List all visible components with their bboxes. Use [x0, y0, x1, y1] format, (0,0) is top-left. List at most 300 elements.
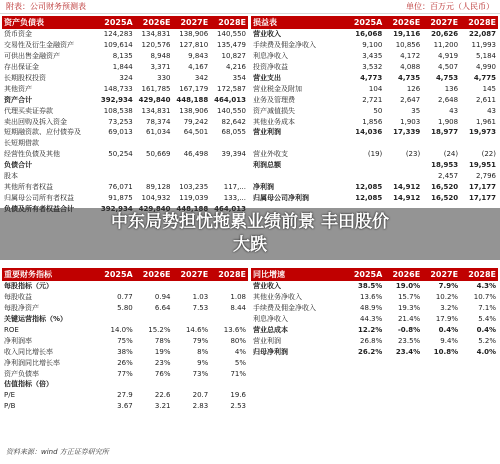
row-label: 利息净收入 [253, 315, 288, 324]
row-value: 50,254 [108, 150, 133, 159]
headline-line-2: 大跌 [233, 235, 267, 255]
row-value: 35 [411, 106, 421, 115]
table-row [251, 116, 498, 127]
row-value: 64,501 [183, 128, 209, 137]
row-value: 77% [117, 369, 133, 378]
row-value [97, 379, 135, 390]
row-value: 392,934 [100, 95, 133, 104]
row-label: 货币资金 [4, 30, 32, 39]
table-row [251, 62, 498, 73]
row-value [97, 281, 135, 292]
row-value: 8.44 [230, 304, 246, 313]
table-row [2, 51, 248, 62]
row-value: 71% [230, 369, 246, 378]
page-header [0, 0, 500, 14]
row-label: 每股指标（元） [4, 282, 53, 291]
row-value [210, 281, 248, 292]
row-value [172, 314, 210, 325]
row-label: 营业总成本 [253, 326, 288, 334]
row-value: 73,253 [108, 117, 133, 126]
row-value: 2,796 [475, 172, 496, 181]
row-value: 17.9% [435, 315, 459, 324]
row-value: 19.6 [230, 391, 246, 400]
header-left: 附表：公司财务预测表 [6, 2, 86, 11]
row-value: 15.2% [148, 326, 171, 334]
row-label: 营业收入 [253, 282, 281, 291]
row-value: 10,856 [395, 41, 421, 50]
balance-sheet-section [2, 16, 248, 214]
row-value: 342 [194, 74, 209, 82]
row-value: 133,... [223, 193, 246, 202]
row-value: 7.9% [438, 282, 459, 291]
row-value: 4,773 [360, 74, 383, 82]
row-value: 46,498 [183, 150, 209, 159]
row-label: 长短期借款 [4, 139, 39, 148]
row-value: 4.3% [476, 282, 496, 291]
row-value: 10.7% [473, 293, 496, 302]
row-label: 估值指标（倍） [4, 380, 53, 389]
row-value [210, 171, 248, 182]
row-value: 5.2% [478, 336, 496, 345]
table-row [2, 192, 248, 203]
row-value: 5.4% [478, 315, 496, 324]
row-value: 23% [154, 358, 171, 367]
row-value: 3,371 [150, 63, 171, 72]
bs-year-header: 2025A [97, 16, 135, 29]
row-label: 营业利润 [253, 336, 281, 345]
row-value: 1.08 [230, 293, 246, 302]
table-row [2, 379, 248, 390]
table-row [251, 303, 498, 314]
row-label: 利润总额 [253, 161, 281, 170]
row-value: 26.2% [357, 347, 383, 356]
table-row [2, 73, 248, 84]
table-row [251, 29, 498, 40]
growth-year-header: 2027E [422, 268, 460, 281]
row-value: 3.2% [440, 304, 459, 313]
row-value: 4,167 [188, 63, 209, 72]
row-value: 9,843 [188, 52, 209, 61]
row-label: P/E [4, 391, 16, 400]
row-label: 每股净资产 [4, 304, 39, 313]
is-year-header: 2027E [422, 16, 460, 29]
table-row [251, 281, 498, 292]
row-label: 归属母公司所有者权益 [4, 193, 74, 202]
row-value: 19,951 [468, 161, 496, 170]
row-value: 4,216 [225, 63, 246, 72]
row-label: 投资净收益 [253, 63, 288, 72]
table-row [2, 292, 248, 303]
row-value: 2,647 [400, 95, 421, 104]
row-label: 归属母公司净利润 [253, 193, 309, 202]
row-label: 存出保证金 [4, 63, 39, 72]
bs-year-header: 2026E [135, 16, 173, 29]
table-row [2, 116, 248, 127]
table-row [2, 357, 248, 368]
row-value: 18,953 [431, 161, 459, 170]
row-value [135, 281, 173, 292]
row-value: 2,721 [362, 95, 383, 104]
row-value: (24) [443, 150, 459, 159]
row-value: 1,856 [362, 117, 383, 126]
table-row [2, 29, 248, 40]
row-label: 资产负债率 [4, 369, 39, 378]
row-label: 交易性及衍生金融资产 [4, 41, 74, 50]
row-value: 4,990 [475, 63, 496, 72]
row-value [346, 171, 384, 182]
table-row [251, 149, 498, 160]
row-value: 4,735 [398, 74, 421, 82]
row-value: 11,200 [433, 41, 459, 50]
row-value [384, 171, 422, 182]
row-value: 61,034 [145, 128, 171, 137]
row-value [135, 138, 173, 149]
table-row [2, 62, 248, 73]
growth-year-header: 2028E [460, 268, 498, 281]
table-row [2, 94, 248, 105]
row-value: 26.8% [360, 336, 383, 345]
row-value: 8,948 [150, 52, 171, 61]
row-value: 2,648 [438, 95, 459, 104]
row-value: 76,071 [108, 182, 133, 191]
table-row [251, 181, 498, 192]
row-value: 148,733 [103, 84, 133, 93]
row-value: 50 [373, 106, 383, 115]
row-value: 89,128 [145, 182, 171, 191]
row-value: 6.64 [154, 304, 171, 313]
row-value: 14,912 [393, 182, 421, 191]
headline-text [0, 211, 500, 257]
row-value: 4,172 [400, 52, 421, 61]
row-value [172, 171, 210, 182]
bs-year-header: 2028E [210, 16, 248, 29]
row-value: 1,903 [400, 117, 421, 126]
row-value: 124,283 [103, 30, 133, 39]
table-row [251, 40, 498, 51]
row-value: 38% [117, 347, 133, 356]
row-label: ROE [4, 326, 19, 334]
table-row [251, 138, 498, 149]
row-label: 每股收益 [4, 293, 32, 302]
row-value: 0.4% [476, 326, 496, 334]
row-value [97, 314, 135, 325]
row-value: 138,906 [179, 30, 209, 39]
row-value: 27.9 [117, 391, 133, 400]
row-label: 净利润同比增长率 [4, 358, 60, 367]
table-row [2, 303, 248, 314]
row-label: 负债合计 [4, 161, 32, 170]
row-value: 79% [192, 336, 209, 345]
row-label: 营业外收支 [253, 150, 288, 159]
source-note: 资料来源：wind 方正证券研究所 [6, 448, 109, 456]
row-value [422, 138, 460, 149]
row-value: 23.4% [395, 347, 421, 356]
row-label: 其他所有者权益 [4, 182, 53, 191]
row-value: 354 [232, 74, 246, 82]
row-value: 3.67 [117, 402, 133, 411]
row-value: 79,242 [183, 117, 209, 126]
row-value: 140,550 [217, 106, 246, 115]
row-value: 12.2% [357, 326, 383, 334]
row-value: 44.3% [360, 315, 383, 324]
row-value: 117,... [223, 182, 246, 191]
row-label: 净利润 [253, 182, 274, 191]
ratios-year-header: 2027E [172, 268, 210, 281]
row-label: 卖出回购及拆入资金 [4, 117, 67, 126]
row-value [172, 160, 210, 171]
row-value: 10,827 [221, 52, 246, 61]
row-value: 19.3% [397, 304, 421, 313]
row-value [210, 160, 248, 171]
row-label: 股本 [4, 172, 18, 181]
row-value: 8% [197, 347, 209, 356]
row-value [135, 379, 173, 390]
row-value [172, 281, 210, 292]
table-row [2, 138, 248, 149]
row-value: 464,013 [214, 95, 246, 104]
row-label: 业务及管理费 [253, 95, 295, 104]
row-label: 归母净利润 [253, 347, 288, 356]
table-row [251, 160, 498, 171]
row-value: 13.6% [360, 293, 383, 302]
row-value [210, 314, 248, 325]
row-label: P/B [4, 402, 16, 411]
row-value: 120,576 [141, 41, 171, 50]
row-value: (23) [405, 150, 421, 159]
row-label: 净利润率 [4, 336, 32, 345]
ratios-year-header: 2026E [135, 268, 173, 281]
row-value: 43 [449, 106, 459, 115]
bs-year-header: 2027E [172, 16, 210, 29]
row-value: 19,116 [393, 30, 421, 39]
row-value: 104 [368, 84, 383, 93]
row-value: 0.4% [438, 326, 459, 334]
row-value: 1,844 [112, 63, 133, 72]
balance-sheet-table [2, 16, 248, 214]
row-label: 经营性负债及其他 [4, 150, 60, 159]
row-value: 14.0% [110, 326, 133, 334]
row-label: 其他资产 [4, 84, 32, 93]
row-value: 9.4% [440, 336, 459, 345]
row-value: 43 [487, 106, 496, 115]
row-value: 134,831 [141, 30, 171, 39]
row-value: 330 [157, 74, 171, 82]
income-statement-table [251, 16, 498, 214]
table-row [251, 192, 498, 203]
row-value [210, 138, 248, 149]
row-value: 16,520 [431, 193, 459, 202]
row-value: 145 [482, 84, 496, 93]
row-value: 172,587 [217, 84, 246, 93]
table-row [251, 105, 498, 116]
row-value: 38.5% [357, 282, 383, 291]
row-label: 资产合计 [4, 95, 32, 104]
row-value: -0.8% [397, 326, 421, 334]
row-value: 26% [117, 358, 133, 367]
table-row [2, 390, 248, 401]
row-value: 13.6% [223, 326, 246, 334]
row-value: 75% [117, 336, 133, 345]
row-value: 4.0% [476, 347, 496, 356]
row-value: 104,932 [141, 193, 171, 202]
table-row [2, 83, 248, 94]
row-value: 14.6% [185, 326, 209, 334]
row-value: 23.5% [397, 336, 421, 345]
table-row [2, 314, 248, 325]
row-label: 营业收入 [253, 30, 281, 39]
table-row [2, 368, 248, 379]
row-value: 448,188 [176, 95, 209, 104]
row-label: 其他业务净收入 [253, 293, 302, 302]
table-row [2, 40, 248, 51]
row-value: 134,831 [141, 106, 171, 115]
row-value [346, 138, 384, 149]
row-value: 15.7% [397, 293, 421, 302]
row-value: 50,669 [145, 150, 171, 159]
table-row [2, 127, 248, 138]
row-value: 1.03 [192, 293, 209, 302]
row-label: 营业利润 [253, 128, 281, 137]
table-row [251, 292, 498, 303]
row-value [210, 379, 248, 390]
ratios-section [2, 268, 248, 412]
row-value: 109,614 [103, 41, 133, 50]
row-label: 收入同比增长率 [4, 347, 53, 356]
headline-line-1: 中东局势担忧拖累业绩前景 丰田股价 [111, 212, 389, 232]
row-label [251, 138, 346, 149]
row-value: 3.21 [154, 402, 171, 411]
income-statement-section [251, 16, 498, 214]
growth-year-header: 2025A [346, 268, 384, 281]
row-value: 82,642 [221, 117, 246, 126]
row-value: 22,087 [468, 30, 496, 39]
growth-table [251, 268, 498, 357]
growth-year-header: 2026E [384, 268, 422, 281]
growth-title: 同比增速 [251, 268, 346, 281]
row-value: 7.53 [192, 304, 209, 313]
row-value: (22) [481, 150, 496, 159]
row-value: 0.77 [117, 293, 133, 302]
row-value: 78% [154, 336, 171, 345]
row-value: 5.80 [117, 304, 133, 313]
row-value: 7.1% [478, 304, 496, 313]
row-label: 关键运营指标（%） [4, 315, 68, 324]
row-value: 9,100 [362, 41, 383, 50]
row-value: 14,912 [393, 193, 421, 202]
row-label: 代理买卖证券款 [4, 106, 53, 115]
row-value: 103,235 [179, 182, 209, 191]
header-right: 单位：百万元（人民币） [406, 2, 494, 11]
row-value: 429,840 [138, 95, 171, 104]
row-value: 91,875 [108, 193, 133, 202]
row-value: 17,339 [393, 128, 421, 137]
row-value [97, 171, 135, 182]
row-value: 2,611 [475, 95, 496, 104]
row-value: 11,993 [471, 41, 496, 50]
row-value: 136 [444, 84, 459, 93]
row-value: 68,055 [221, 128, 246, 137]
row-label: 可供出售金融资产 [4, 52, 60, 61]
bs-title: 资产负债表 [2, 16, 97, 29]
row-value: 17,177 [468, 193, 496, 202]
row-value: 78,374 [145, 117, 171, 126]
ratios-year-header: 2025A [97, 268, 135, 281]
is-year-header: 2028E [460, 16, 498, 29]
is-year-header: 2025A [346, 16, 384, 29]
row-value: 16,068 [355, 30, 383, 39]
row-value [460, 138, 498, 149]
is-year-header: 2026E [384, 16, 422, 29]
row-value [135, 171, 173, 182]
row-value: 20.7 [192, 391, 209, 400]
table-row [2, 325, 248, 336]
row-value: 80% [230, 336, 246, 345]
row-value: 19% [154, 347, 171, 356]
row-value: 5% [234, 358, 246, 367]
row-value: 5,184 [475, 52, 496, 61]
row-value [346, 160, 384, 171]
row-value: 18,977 [431, 128, 459, 137]
table-row [251, 51, 498, 62]
row-value: 14,036 [355, 128, 383, 137]
row-value: 21.4% [397, 315, 421, 324]
table-row [2, 335, 248, 346]
table-row [251, 314, 498, 325]
row-value: 3,532 [362, 63, 383, 72]
row-value: 2,457 [438, 172, 459, 181]
row-value [384, 138, 422, 149]
row-value: 1,908 [438, 117, 459, 126]
row-value: 12,085 [355, 182, 383, 191]
growth-section [251, 268, 498, 357]
row-value [172, 138, 210, 149]
row-value: 8,135 [112, 52, 133, 61]
row-value: 19,973 [468, 128, 496, 137]
row-value [97, 160, 135, 171]
table-row [251, 73, 498, 84]
row-value: 12,085 [355, 193, 383, 202]
table-row [251, 346, 498, 357]
row-value: 4% [234, 347, 246, 356]
row-value [135, 314, 173, 325]
ratios-table [2, 268, 248, 412]
row-label: 长期股权投资 [4, 74, 46, 82]
table-row [251, 94, 498, 105]
table-row [2, 171, 248, 182]
row-value: 2.83 [192, 402, 209, 411]
is-title: 损益表 [251, 16, 346, 29]
table-row [2, 149, 248, 160]
row-label: 手续费及佣金净收入 [253, 41, 316, 50]
row-value: 16,520 [431, 182, 459, 191]
row-value: 324 [119, 74, 133, 82]
table-row [251, 335, 498, 346]
row-value: 10.2% [435, 293, 459, 302]
row-value [97, 138, 135, 149]
row-label: 资产减值损失 [253, 106, 295, 115]
table-row [2, 181, 248, 192]
row-value: 4,775 [473, 74, 496, 82]
row-value: 20,626 [431, 30, 459, 39]
row-value: 2.53 [230, 402, 246, 411]
row-label: 手续费及佣金净收入 [253, 304, 316, 313]
table-row [251, 325, 498, 336]
row-value: 17,177 [468, 182, 496, 191]
row-value: 4,919 [438, 52, 459, 61]
row-value: 4,507 [438, 63, 459, 72]
row-value [135, 160, 173, 171]
row-label: 短期融资款、应付债券及 [4, 128, 81, 137]
